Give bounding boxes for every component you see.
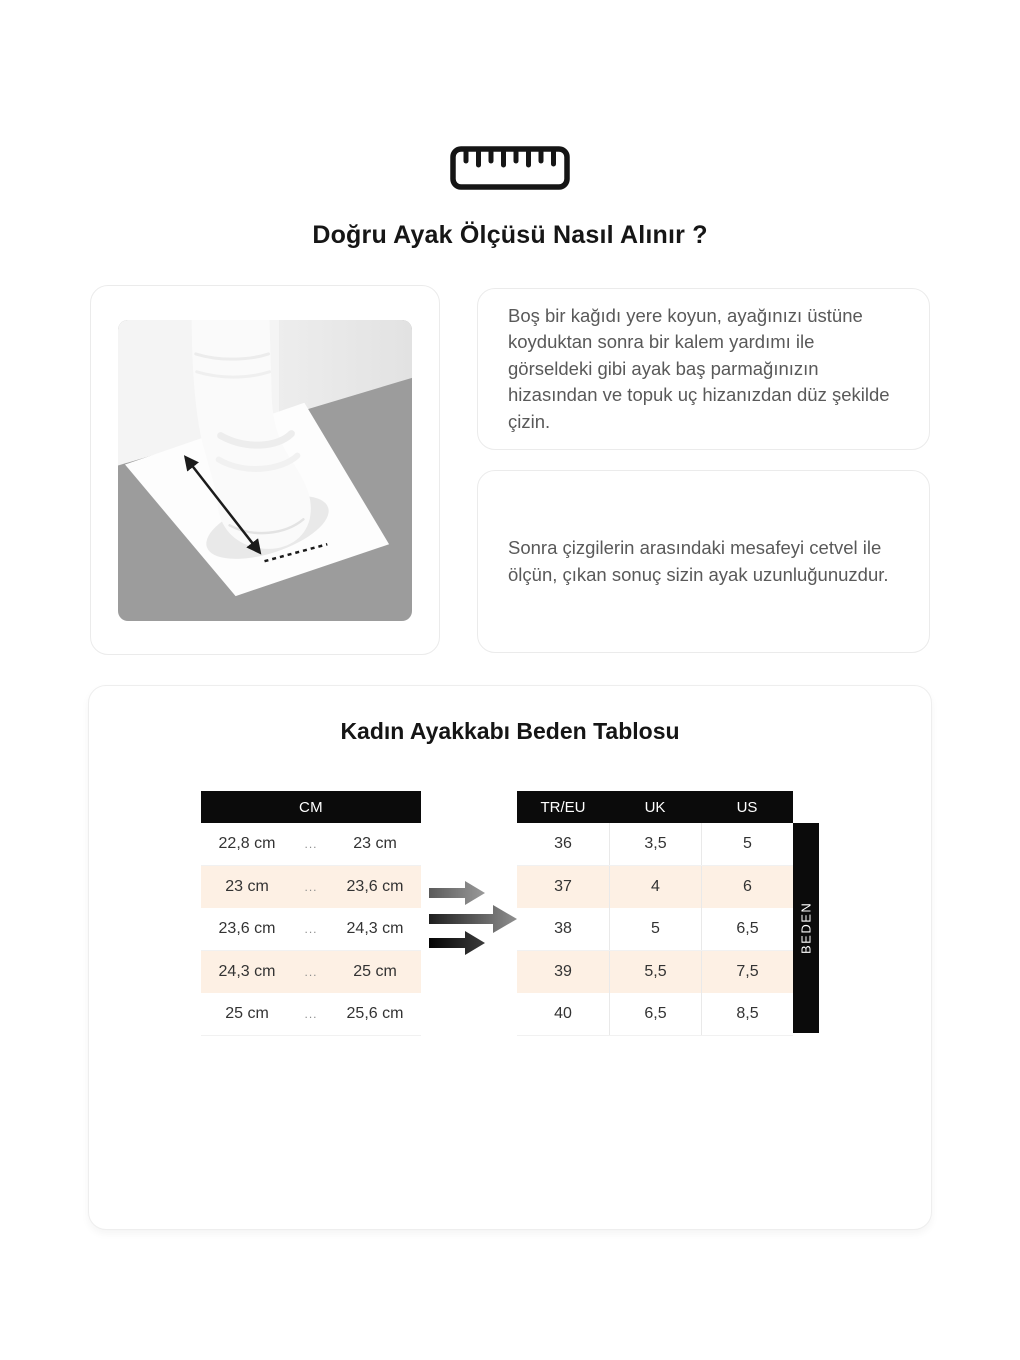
instruction-step-2-text: Sonra çizgilerin arasındaki mesafeyi cetvel ile ölçün, çıkan sonuç sizin ayak uzunluğunuzdur. (508, 537, 889, 585)
table-row (201, 823, 421, 866)
treu-value: 38 (554, 920, 572, 937)
uk-value: 4 (609, 866, 701, 908)
col-header-treu: TR/EU (540, 798, 586, 816)
cm-from: 22,8 cm (218, 835, 276, 852)
ruler-icon (0, 146, 1020, 190)
table-row (201, 951, 421, 993)
us-value: 5 (701, 823, 793, 865)
size-table-header-row (517, 791, 793, 823)
foot-measure-photo (118, 320, 412, 621)
beden-side-label: BEDEN (793, 823, 819, 1033)
cm-to: 25 cm (353, 963, 397, 980)
range-dots: ... (304, 922, 318, 936)
table-row (201, 908, 421, 951)
convert-arrows-icon (427, 875, 519, 955)
cm-to: 23,6 cm (346, 878, 404, 895)
range-dots: ... (304, 880, 318, 894)
cm-from: 25 cm (225, 1005, 269, 1022)
table-row (517, 993, 793, 1036)
us-value: 6 (701, 866, 793, 908)
foot-measure-photo-card (90, 285, 440, 655)
size-table-title: Kadın Ayakkabı Beden Tablosu (340, 718, 680, 744)
cm-from: 23,6 cm (218, 920, 276, 937)
us-value: 8,5 (701, 993, 793, 1035)
col-header-uk: UK (644, 798, 666, 816)
table-row (517, 908, 793, 951)
treu-value: 40 (554, 1005, 572, 1022)
uk-value: 6,5 (609, 993, 701, 1035)
cm-from: 23 cm (225, 878, 269, 895)
uk-value: 3,5 (609, 823, 701, 865)
treu-value: 39 (554, 963, 572, 980)
size-table (517, 791, 793, 1036)
cm-to: 25,6 cm (346, 1005, 404, 1022)
col-header-us: US (736, 798, 758, 816)
table-row (201, 993, 421, 1036)
instruction-step-2 (477, 470, 930, 653)
uk-value: 5 (609, 908, 701, 950)
range-dots: ... (304, 965, 318, 979)
table-row (517, 866, 793, 908)
uk-value: 5,5 (609, 951, 701, 993)
page-title: Doğru Ayak Ölçüsü Nasıl Alınır ? (312, 221, 708, 249)
cm-from: 24,3 cm (218, 963, 276, 980)
cm-to: 24,3 cm (346, 920, 404, 937)
range-dots: ... (304, 1007, 318, 1021)
cm-table-header: CM (201, 791, 421, 823)
treu-value: 37 (554, 878, 572, 895)
table-row (517, 951, 793, 993)
instruction-step-1-text: Boş bir kağıdı yere koyun, ayağınızı üstüne koyduktan sonra bir kalem yardımı ile görseldeki gibi ayak baş parmağınızın hizasından ve topuk uç hizanızdan düz şekilde çizin. (508, 304, 890, 432)
size-table-card (88, 685, 932, 1230)
cm-to: 23 cm (353, 835, 397, 852)
table-row (517, 823, 793, 866)
cm-table (201, 791, 421, 1036)
treu-value: 36 (554, 835, 572, 852)
us-value: 6,5 (701, 908, 793, 950)
us-value: 7,5 (701, 951, 793, 993)
instruction-step-1 (477, 288, 930, 450)
table-row (201, 866, 421, 908)
range-dots: ... (304, 837, 318, 851)
